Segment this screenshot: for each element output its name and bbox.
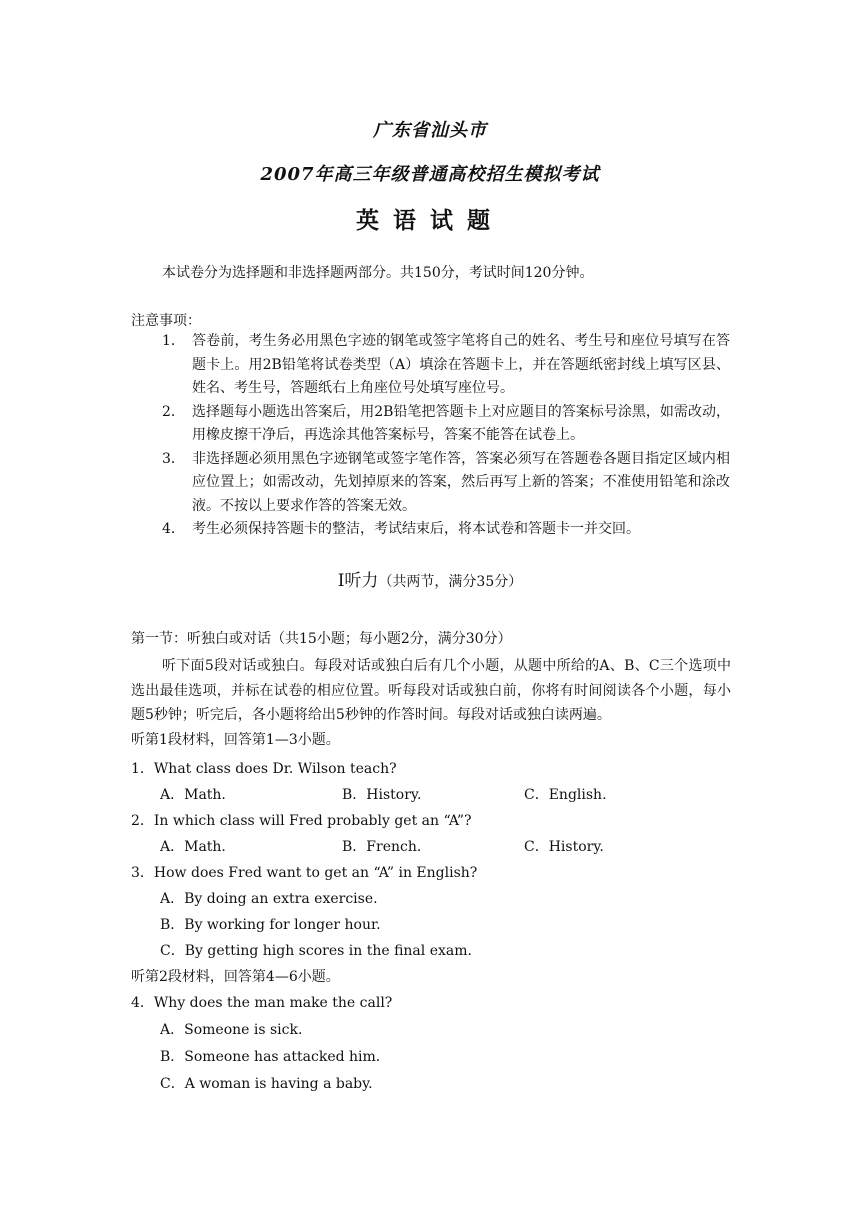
option-a: A．Math. [160, 787, 226, 803]
subject-title: 英语试题 [356, 207, 504, 234]
notice-list [162, 330, 730, 542]
question-stem: 1．What class does Dr. Wilson teach? [131, 761, 397, 777]
notice-number: 2． [162, 403, 185, 420]
exam-name-title: 2007年高三年级普通高校招生模拟考试 [260, 164, 600, 185]
notice-text: 选择题每小题选出答案后，用2B铅笔把答题卡上对应题目的答案标号涂黑，如需改动，用橡皮擦干净后，再选涂其他答案标号，答案不能答在试卷上。 [192, 403, 730, 443]
directions-text: 听下面5段对话或独白。每段对话或独白后有几个小题，从题中所给的A、B、C三个选项中选出最佳选项，并标在试卷的相应位置。听每段对话或独白前，你将有时间阅读各个小题，每小题5秒钟；听完后，各小题将给出5秒钟的作答时间。每段对话或独白读两遍。 [131, 658, 731, 723]
option-c: C．A woman is having a baby. [160, 1076, 373, 1092]
notice-text: 考生必须保持答题卡的整洁，考试结束后，将本试卷和答题卡一并交回。 [192, 521, 640, 537]
notice-text: 非选择题必须用黑色字迹钢笔或签字笔作答，答案必须写在答题卷各题目指定区域内相应位置上；如需改动，先划掉原来的答案，然后再写上新的答案；不准使用铅笔和涂改液。不按以上要求作答的答案无效。 [192, 450, 730, 514]
notice-item [162, 448, 730, 519]
notice-number: 1． [162, 333, 185, 349]
notice-item [162, 518, 730, 542]
notice-number: 4． [162, 521, 185, 537]
part1-heading: 第一节：听独白或对话（共15小题；每小题2分，满分30分） [131, 631, 512, 647]
question-stem: 3．How does Fred want to get an “A” in English? [131, 865, 478, 881]
question-stem: 4．Why does the man make the call? [131, 995, 393, 1011]
question-stem: 2．In which class will Fred probably get an “A”? [131, 813, 472, 829]
exam-intro: 本试卷分为选择题和非选择题两部分。共150分，考试时间120分钟。 [162, 265, 594, 281]
option-b: B．Someone has attacked him. [160, 1049, 381, 1065]
option-c: C．English. [524, 787, 607, 803]
notice-heading: 注意事项： [131, 313, 201, 329]
section-title-main: Ⅰ听力 [337, 571, 379, 591]
option-c: C．History. [524, 839, 604, 855]
option-a: A．By doing an extra exercise. [160, 891, 378, 907]
option-b: B．History. [342, 787, 422, 803]
option-b: B．By working for longer hour. [160, 917, 381, 933]
option-a: A．Math. [160, 839, 226, 855]
option-a: A．Someone is sick. [160, 1022, 303, 1038]
material-2-label: 听第2段材料，回答第4—6小题。 [131, 969, 340, 985]
listening-section-title [0, 566, 860, 591]
part1-directions [131, 654, 731, 752]
material-1-label: 听第1段材料，回答第1—3小题。 [131, 731, 340, 748]
notice-item [162, 401, 730, 448]
option-c: C．By getting high scores in the final exam. [160, 943, 472, 959]
notice-item [162, 330, 730, 401]
notice-text: 答卷前，考生务必用黑色字迹的钢笔或签字笔将自己的姓名、考生号和座位号填写在答题卡上。用2B铅笔将试卷类型（A）填涂在答题卡上，并在答题纸密封线上填写区县、姓名、考生号，答题纸右上角座位号处填写座位号。 [192, 333, 730, 396]
exam-region-title: 广东省汕头市 [373, 120, 487, 141]
option-b: B．French. [342, 839, 422, 855]
section-title-sub: （共两节，满分35分） [378, 574, 523, 590]
notice-number: 3． [162, 450, 185, 467]
